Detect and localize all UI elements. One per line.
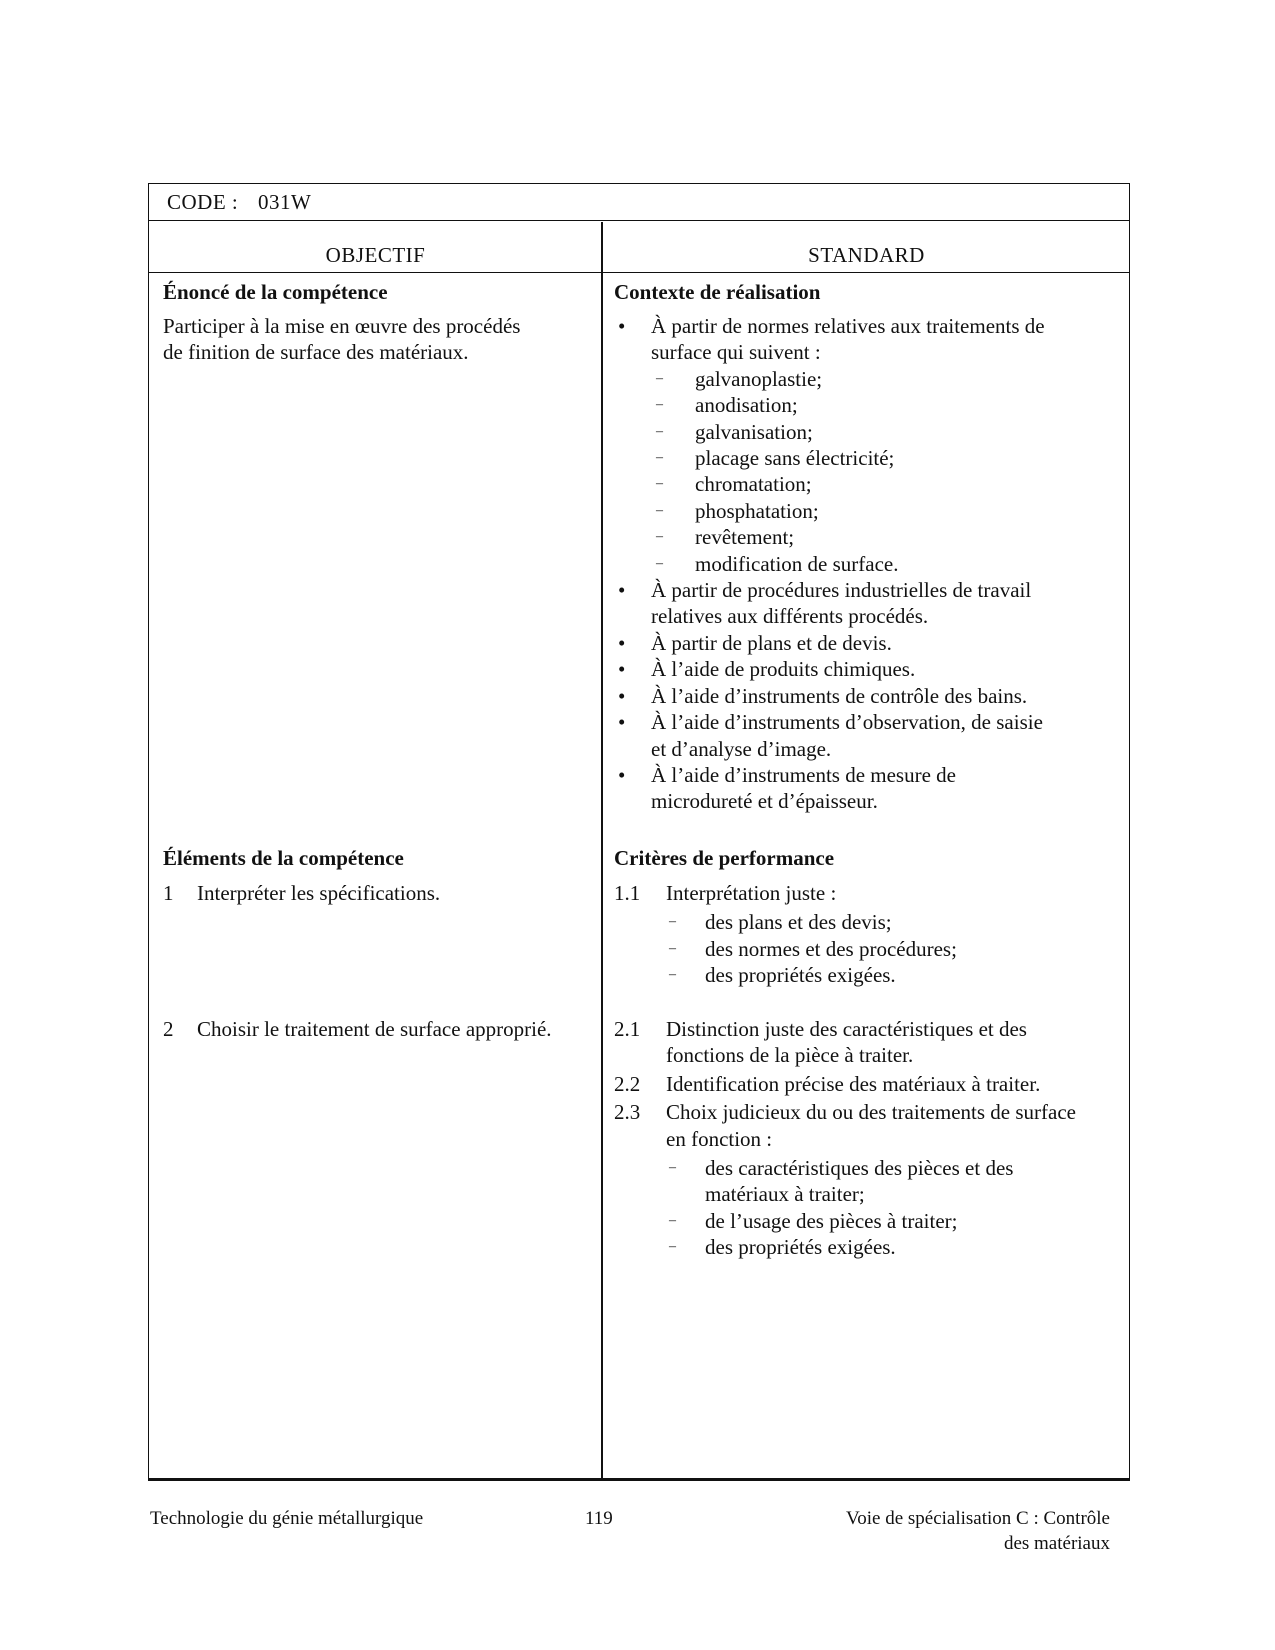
- element-number: 1: [163, 881, 174, 905]
- bullet-icon: •: [618, 683, 626, 708]
- item-line: À partir de normes relatives aux traitements de: [651, 314, 1045, 338]
- column-divider: [601, 222, 603, 1478]
- dash-item: [616, 551, 1116, 577]
- dash-item: [616, 471, 1116, 497]
- item-line: relatives aux différents procédés.: [651, 604, 929, 629]
- sub-item: [666, 962, 1119, 988]
- bullet-icon: •: [618, 578, 626, 603]
- criterion-number: 2.1: [614, 1017, 641, 1041]
- item-line: phosphatation;: [695, 498, 819, 523]
- criterion-line: Distinction juste des caractéristiques et des: [666, 1017, 1027, 1041]
- element-text: Choisir le traitement de surface approprié.: [197, 1017, 552, 1041]
- item-line: placage sans électricité;: [695, 446, 895, 471]
- sub-item-text: des normes et des procédures;: [705, 936, 957, 961]
- criterion-sublist: [666, 1155, 1119, 1261]
- element-text: Interpréter les spécifications.: [197, 881, 441, 905]
- bullet-item: [616, 683, 1116, 709]
- bullet-icon: •: [618, 314, 626, 338]
- dash-icon: –: [656, 423, 663, 439]
- sub-item-text: des propriétés exigées.: [705, 963, 896, 988]
- header-row-divider: [148, 272, 1130, 273]
- header-objectif: OBJECTIF: [325, 243, 426, 267]
- dash-icon: –: [656, 555, 663, 571]
- criteres-group-2: [614, 1016, 1119, 1263]
- sub-item-text: des caractéristiques des pièces et des matériaux à traiter;: [705, 1156, 1014, 1207]
- sub-item: [666, 1208, 1119, 1234]
- criterion-number: 1.1: [614, 881, 641, 905]
- dash-icon: –: [669, 914, 676, 930]
- contexte-heading: Contexte de réalisation: [614, 280, 821, 304]
- sub-item-text: des propriétés exigées.: [705, 1235, 896, 1260]
- bullet-item: [616, 630, 1116, 656]
- bullet-item: [616, 313, 1116, 366]
- sub-item-text: de l’usage des pièces à traiter;: [705, 1208, 958, 1233]
- criterion: [614, 1016, 1119, 1069]
- criterion-line: fonctions de la pièce à traiter.: [666, 1043, 914, 1068]
- bullet-item: [616, 656, 1116, 682]
- criteres-group-1: [614, 880, 1119, 991]
- enonce-text: [163, 313, 520, 366]
- element-number: 2: [163, 1017, 174, 1041]
- footer-title: Technologie du génie métallurgique: [150, 1508, 424, 1529]
- dash-icon: –: [656, 397, 663, 413]
- item-line: chromatation;: [695, 472, 812, 497]
- bullet-icon: •: [618, 657, 626, 682]
- footer-specialization: [760, 1506, 1110, 1556]
- enonce-line: Participer à la mise en œuvre des procédés: [163, 314, 521, 338]
- dash-icon: –: [656, 476, 663, 492]
- criterion-line: Identification précise des matériaux à traiter.: [666, 1071, 1041, 1096]
- dash-item: [616, 419, 1116, 445]
- dash-icon: –: [669, 1212, 676, 1228]
- element-item: [163, 880, 593, 906]
- criterion-line: Interprétation juste :: [666, 881, 837, 905]
- item-line: galvanisation;: [695, 419, 813, 444]
- item-line: À l’aide d’instruments de contrôle des bains.: [651, 683, 1028, 708]
- sub-item: [666, 909, 1119, 935]
- criterion-line: en fonction :: [666, 1126, 773, 1151]
- enonce-line: de finition de surface des matériaux.: [163, 340, 469, 365]
- sub-item: [666, 1155, 1119, 1208]
- sub-item-text: des plans et des devis;: [705, 910, 892, 935]
- item-line: surface qui suivent :: [651, 340, 821, 365]
- dash-icon: –: [669, 1160, 676, 1176]
- sub-item: [666, 1234, 1119, 1260]
- criterion-sublist: [666, 909, 1119, 988]
- dash-icon: –: [669, 1239, 676, 1255]
- dash-item: [616, 445, 1116, 471]
- footer-right-line: des matériaux: [1003, 1533, 1110, 1554]
- dash-item: [616, 366, 1116, 392]
- item-line: et d’analyse d’image.: [651, 736, 832, 761]
- item-line: À partir de plans et de devis.: [651, 630, 892, 655]
- item-line: microdureté et d’épaisseur.: [651, 789, 878, 814]
- criterion-number: 2.3: [614, 1100, 641, 1125]
- item-line: À partir de procédures industrielles de travail: [651, 578, 1032, 603]
- item-line: anodisation;: [695, 393, 798, 418]
- dash-item: [616, 498, 1116, 524]
- criterion: [614, 880, 1119, 989]
- criterion-number: 2.2: [614, 1071, 641, 1096]
- bullet-icon: •: [618, 762, 626, 787]
- criterion: [614, 1099, 1119, 1260]
- elements-heading: Éléments de la compétence: [163, 846, 404, 870]
- dash-icon: –: [656, 370, 663, 386]
- dash-icon: –: [669, 967, 676, 983]
- dash-item: [616, 524, 1116, 550]
- dash-icon: –: [656, 529, 663, 545]
- page-number: 119: [585, 1508, 613, 1529]
- code-value: 031W: [258, 190, 312, 214]
- item-line: À l’aide d’instruments de mesure de: [651, 762, 956, 787]
- header-standard: STANDARD: [808, 243, 925, 267]
- item-line: modification de surface.: [695, 551, 899, 576]
- dash-item: [616, 392, 1116, 418]
- criteres-heading: Critères de performance: [614, 846, 835, 870]
- bullet-item: [616, 577, 1116, 630]
- item-line: revêtement;: [695, 525, 795, 550]
- dash-icon: –: [656, 502, 663, 518]
- dash-icon: –: [656, 450, 663, 466]
- element-item: [163, 1016, 593, 1042]
- footer-right-line: Voie de spécialisation C : Contrôle: [845, 1508, 1110, 1529]
- code-row: [167, 189, 311, 215]
- code-label: CODE :: [167, 190, 239, 214]
- bullet-icon: •: [618, 710, 626, 735]
- item-line: À l’aide de produits chimiques.: [651, 657, 916, 682]
- bullet-item: [616, 709, 1116, 762]
- criterion-line: Choix judicieux du ou des traitements de surface: [666, 1100, 1076, 1125]
- item-line: À l’aide d’instruments d’observation, de saisie: [651, 710, 1043, 735]
- sub-item: [666, 936, 1119, 962]
- criterion: [614, 1071, 1119, 1097]
- code-row-divider: [148, 220, 1130, 221]
- bullet-icon: •: [618, 630, 626, 655]
- enonce-heading: Énoncé de la compétence: [163, 280, 388, 304]
- contexte-list: [616, 313, 1116, 815]
- item-line: galvanoplastie;: [695, 366, 823, 391]
- bullet-item: [616, 762, 1116, 815]
- dash-icon: –: [669, 940, 676, 956]
